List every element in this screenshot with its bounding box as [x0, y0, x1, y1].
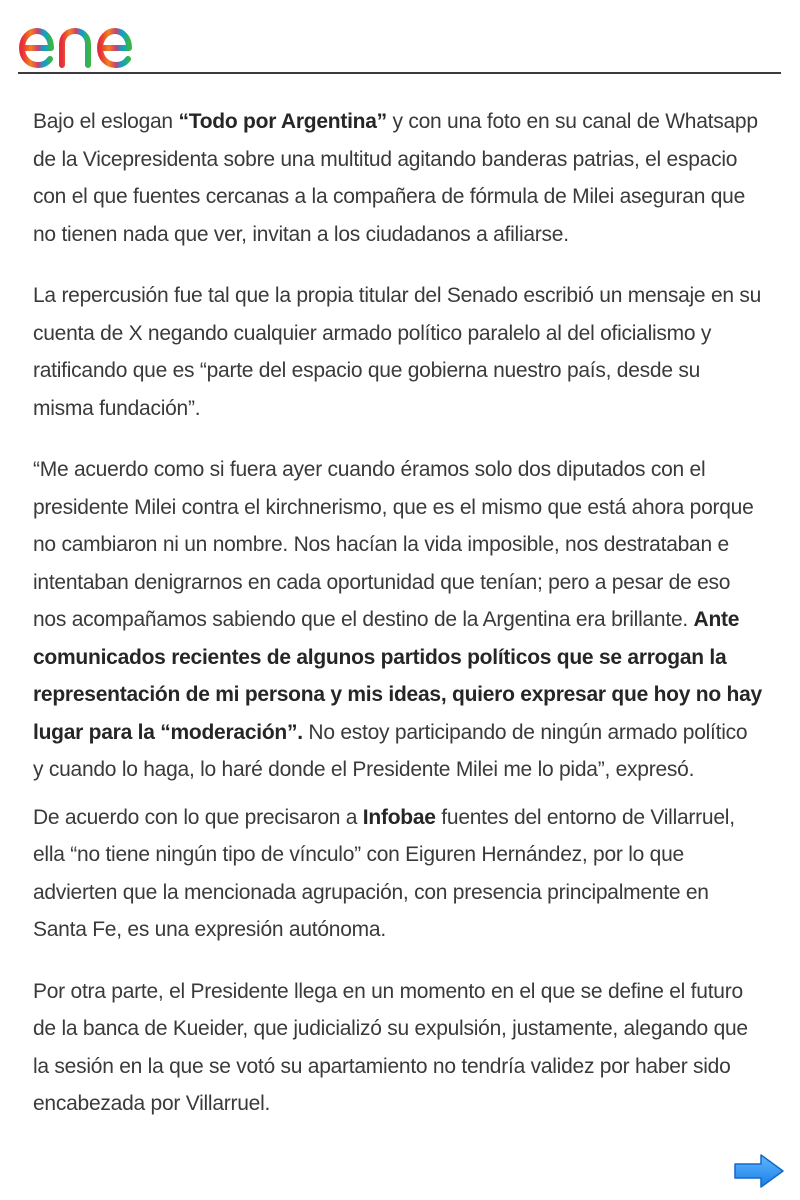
enel-logo-icon	[18, 10, 170, 70]
arrow-right-icon	[733, 1153, 785, 1189]
paragraph-text: La repercusión fue tal que la propia titular del Senado escribió un mensaje en su cuenta de X negando cualquier armado político paralelo al del oficialismo y ratificando que es “parte del espacio que gobierna nuestro país, desde su misma fundación”.	[33, 284, 762, 420]
enel-logo[interactable]	[18, 10, 170, 75]
paragraph	[33, 973, 763, 1123]
paragraph	[33, 277, 763, 427]
paragraph-text: De acuerdo con lo que precisaron a	[33, 805, 363, 829]
paragraph	[33, 799, 763, 949]
paragraph-text: fuentes del entorno de Villarruel, ella “no tiene ningún tipo de vínculo” con Eiguren Hernández, por lo que advierten que la mencionada agrupación, con presencia principalmente en Santa Fe, es una expresión autónoma.	[33, 805, 735, 941]
article-body	[33, 103, 763, 1147]
paragraph-bold-text: “Todo por Argentina”	[178, 110, 387, 133]
paragraph-bold-text: Infobae	[362, 805, 436, 829]
paragraph-text: No estoy participando de ningún armado político y cuando lo haga, lo haré donde el Presidente Milei me lo pida”, expresó.	[33, 720, 748, 781]
paragraph-text: y con una foto en su canal de Whatsapp de la Vicepresidenta sobre una multitud agitando banderas patrias, el espacio con el que fuentes cercanas a la compañera de fórmula de Milei aseguran que no tienen nada que ver, invitan a los ciudadanos a afiliarse.	[33, 110, 758, 246]
site-header	[18, 6, 781, 74]
paragraph	[33, 103, 763, 253]
paragraph-bold-text: Ante comunicados recientes de algunos partidos políticos que se arrogan la representación de mi persona y mis ideas, quiero expresar que hoy no hay lugar para la “moderación”.	[33, 608, 762, 744]
paragraph-text: “Me acuerdo como si fuera ayer cuando éramos solo dos diputados con el presidente Milei contra el kirchnerismo, que es el mismo que está ahora porque no cambiaron ni un nombre. Nos hacían la vida imposible, nos destrataban e intentaban denigrarnos en cada oportunidad que tenían; pero a pesar de eso nos acompañamos sabiendo que el destino de la Argentina era brillante.	[33, 458, 754, 631]
paragraph	[33, 451, 763, 789]
next-page-button[interactable]	[733, 1153, 785, 1189]
paragraph-text: Bajo el eslogan	[33, 110, 179, 133]
paragraph-text: Por otra parte, el Presidente llega en un momento en el que se define el futuro de la banca de Kueider, que judicializó su expulsión, justamente, alegando que la sesión en la que se votó su apartamiento no tendría validez por haber sido encabezada por Villarruel.	[33, 979, 748, 1115]
